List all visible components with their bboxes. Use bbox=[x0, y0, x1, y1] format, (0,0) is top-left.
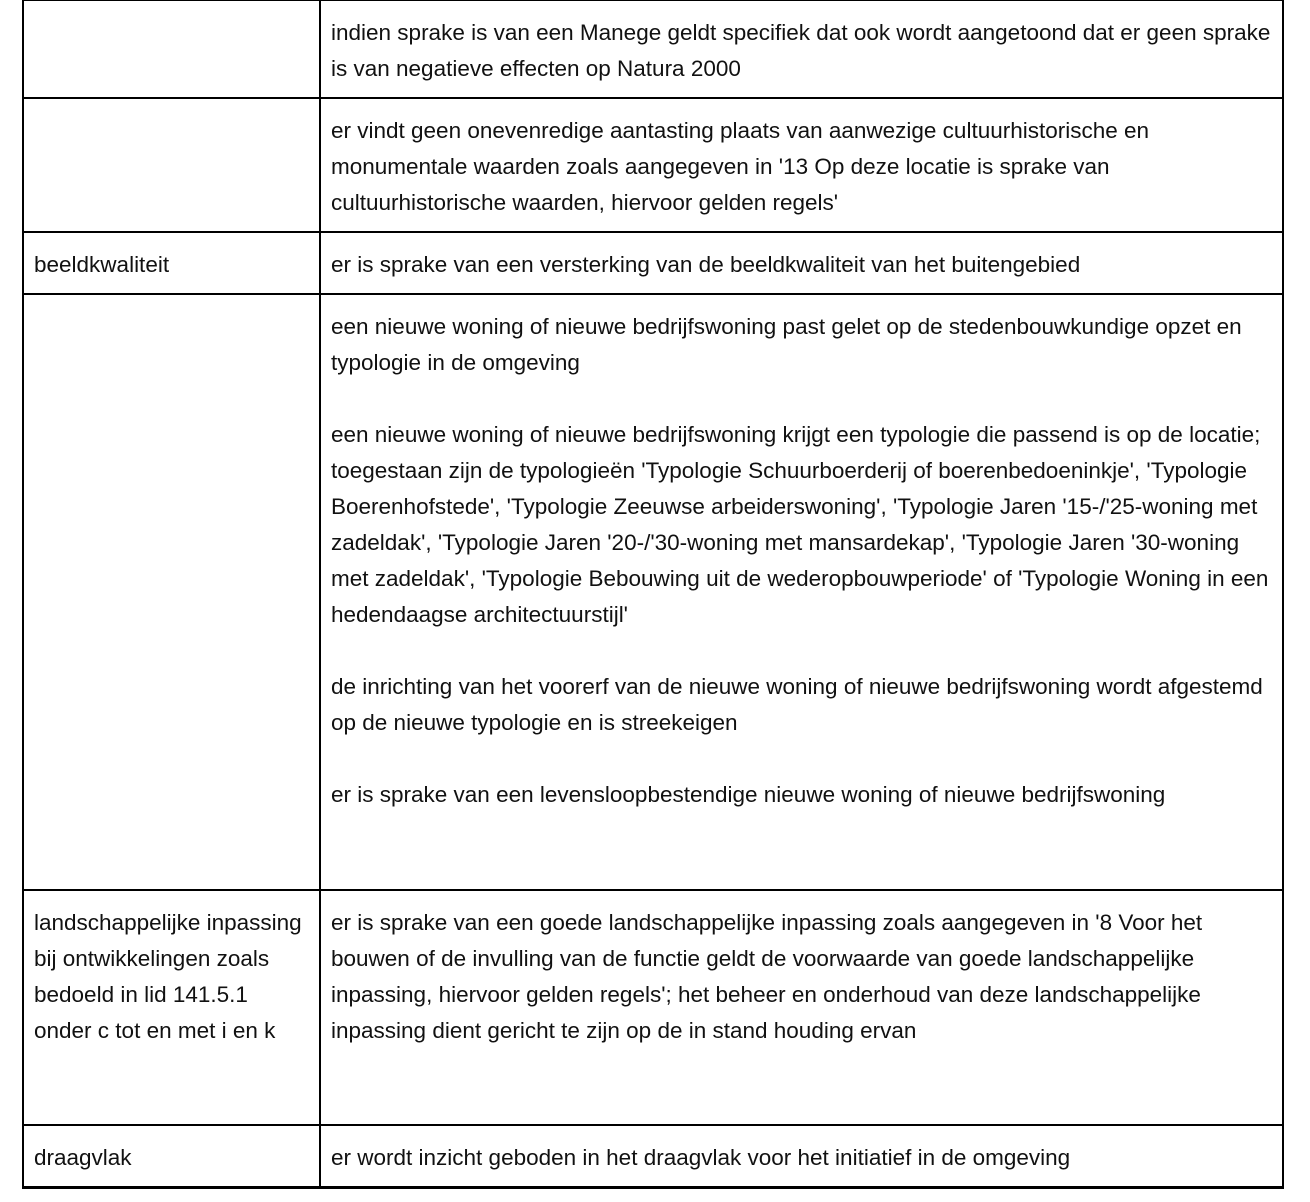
requirement-text: de inrichting van het voorerf van de nieuwe woning of nieuwe bedrijfswoning wordt afgestemd op de nieuwe typologie en is streekeigen bbox=[331, 674, 1263, 735]
requirement-text: er is sprake van een goede landschappelijke inpassing zoals aangegeven in '8 Voor het bouwen of de invulling van de functie geldt de voorwaarde van goede landschappelijke inpassing, hiervoor gelden regels'; het beheer en onderhoud van deze landschappelijke inpassing dient gericht te zijn op de in stand houding ervan bbox=[331, 910, 1203, 1043]
requirements-table bbox=[22, 0, 1284, 1189]
requirement-text: er vindt geen onevenredige aantasting plaats van aanwezige cultuurhistorische en monumentale waarden zoals aangegeven in '13 Op deze locatie is sprake van cultuurhistorische waarden, hiervoor gelden regels' bbox=[331, 118, 1150, 215]
requirement-text: een nieuwe woning of nieuwe bedrijfswoning past gelet op de stedenbouwkundige opzet en typologie in de omgeving bbox=[331, 314, 1242, 375]
row-label-cell: draagvlak bbox=[23, 1125, 320, 1188]
row-text-cell bbox=[320, 890, 1283, 1125]
requirement-text: een nieuwe woning of nieuwe bedrijfswoning krijgt een typologie die passend is op de locatie; toegestaan zijn de typologieën 'Typologie Schuurboerderij of boerenbedoeninkje', 'Typologie Boerenhofstede', 'Typologie Zeeuwse arbeiderswoning', 'Typologie Jaren '15-/'25-woning met zadeldak', 'Typologie Jaren '20-/'30-woning met mansardekap', 'Typologie Jaren '30-woning met zadeldak', 'Typologie Bebouwing uit de wederopbouwperiode' of 'Typologie Woning in een hedendaagse architectuurstijl' bbox=[331, 422, 1269, 627]
row-text-cell bbox=[320, 98, 1283, 232]
row-text-cell bbox=[320, 1125, 1283, 1188]
row-label-cell bbox=[23, 1, 320, 99]
table-row bbox=[23, 294, 1283, 890]
requirement-text: er is sprake van een levensloopbestendige nieuwe woning of nieuwe bedrijfswoning bbox=[331, 782, 1166, 807]
table-row bbox=[23, 98, 1283, 232]
table-row bbox=[23, 1125, 1283, 1188]
row-text-cell bbox=[320, 294, 1283, 890]
row-label-cell: landschappelijke inpassing bij ontwikkelingen zoals bedoeld in lid 141.5.1 onder c tot en met i en k bbox=[23, 890, 320, 1125]
row-text-cell bbox=[320, 232, 1283, 294]
requirement-text: er wordt inzicht geboden in het draagvlak voor het initiatief in de omgeving bbox=[331, 1145, 1071, 1170]
requirement-text: indien sprake is van een Manege geldt specifiek dat ook wordt aangetoond dat er geen sprake is van negatieve effecten op Natura 2000 bbox=[331, 20, 1271, 81]
table-row bbox=[23, 232, 1283, 294]
row-label-cell bbox=[23, 294, 320, 890]
requirement-text: er is sprake van een versterking van de beeldkwaliteit van het buitengebied bbox=[331, 252, 1081, 277]
row-text-cell bbox=[320, 1, 1283, 99]
table-row bbox=[23, 890, 1283, 1125]
table-row bbox=[23, 1, 1283, 99]
row-label-cell: beeldkwaliteit bbox=[23, 232, 320, 294]
row-label-cell bbox=[23, 98, 320, 232]
